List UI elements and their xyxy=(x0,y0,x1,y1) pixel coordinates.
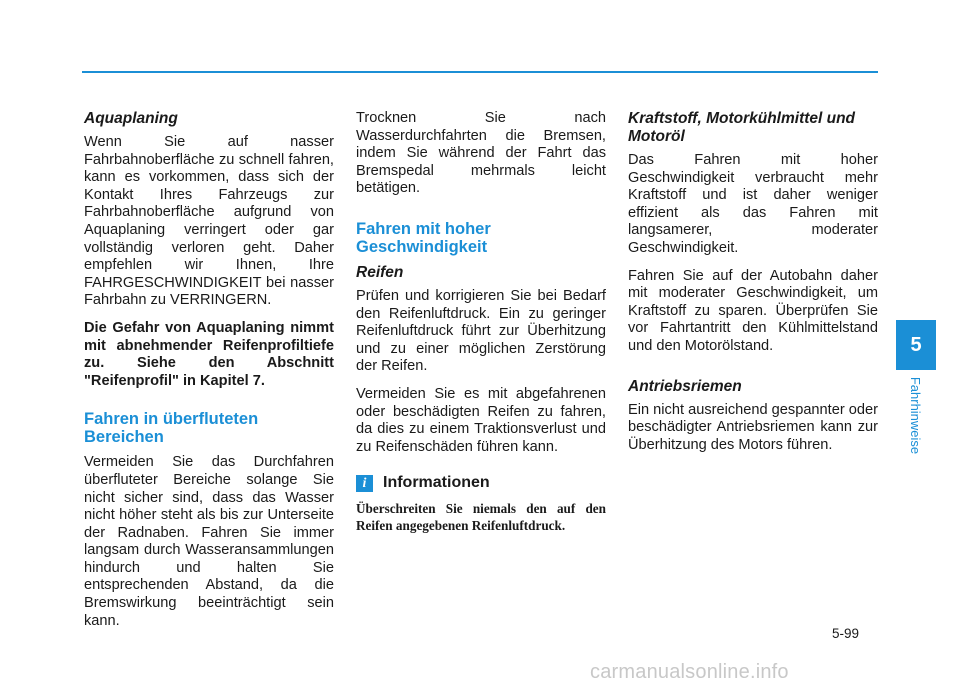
page-number: 5-99 xyxy=(832,626,860,641)
aquaplaning-note: Die Gefahr von Aquaplaning nimmt mit abnehmender Reifenprofiltiefe zu. Siehe den Abschnitt "Reifenprofil" in Kapitel 7. xyxy=(84,319,334,389)
flooded-areas-paragraph: Vermeiden Sie das Durchfahren überfluteter Bereiche solange Sie nicht sicher sind, dass das Wasser nicht höher steht als bis zur Unterseite der Radnaben. Fahren Sie immer langsam durch Wasseransammlungen hindurch und halten Sie entsprechenden Abstand, da die Bremswirkung beeinträchtigt sein kann. xyxy=(84,454,334,629)
fuel-coolant-oil-heading: Kraftstoff, Motorkühlmittel und Motoröl xyxy=(628,110,856,145)
chapter-label-text: Fahrhinweise xyxy=(908,376,924,454)
info-box-header xyxy=(356,474,606,492)
chapter-label xyxy=(898,370,934,460)
column-middle xyxy=(356,110,606,544)
flooded-areas-heading: Fahren in überfluteten Bereichen xyxy=(84,410,259,447)
fuel-paragraph-2: Fahren Sie auf der Autobahn daher mit moderater Geschwindigkeit, um Kraftstoff zu sparen. Überprüfen Sie vor Fahrtantritt den Kühlmittelstand und den Motorölstand. xyxy=(628,267,878,354)
chapter-number-tab: 5 xyxy=(896,320,936,370)
tires-heading: Reifen xyxy=(356,263,404,281)
tires-paragraph-2: Vermeiden Sie es mit abgefahrenen oder beschädigten Reifen zu fahren, da dies zu einem Traktionsverlust und zu Reifenschäden führen kann. xyxy=(356,385,606,455)
watermark: carmanualsonline.info xyxy=(590,661,789,683)
info-text: Überschreiten Sie niemals den auf den Reifen angegebenen Reifenluftdruck. xyxy=(356,500,606,533)
header-rule xyxy=(82,71,878,73)
fuel-paragraph-1: Das Fahren mit hoher Geschwindigkeit verbraucht mehr Kraftstoff und ist daher weniger effizient als das Fahren mit langsamerer, moderater Geschwindigkeit. xyxy=(628,152,878,256)
drive-belt-paragraph: Ein nicht ausreichend gespannter oder beschädigter Antriebsriemen kann zur Überhitzung des Motors führen. xyxy=(628,401,878,453)
column-right xyxy=(628,110,878,464)
tires-paragraph-1: Prüfen und korrigieren Sie bei Bedarf den Reifenluftdruck. Ein zu geringer Reifenluftdruck führt zur Überhitzung und zu einer möglichen Zerstörung der Reifen. xyxy=(356,287,606,375)
dry-brakes-paragraph: Trocknen Sie nach Wasserdurchfahrten die Bremsen, indem Sie während der Fahrt das Bremspedal mehrmals leicht betätigen. xyxy=(356,110,606,197)
aquaplaning-heading: Aquaplaning xyxy=(84,110,178,127)
high-speed-heading: Fahren mit hoher Geschwindigkeit xyxy=(356,219,491,256)
aquaplaning-paragraph: Wenn Sie auf nasser Fahrbahnoberfläche zu schnell fahren, kann es vorkommen, dass sich der Kontakt Ihres Fahrzeugs zur Fahrbahnoberfläche aufgrund von Aquaplaning verringert oder gar vollständig verloren geht. Daher empfehlen wir Ihnen, Ihre FAHRGESCHWINDIGKEIT bei nasser Fahrbahn zu VERRINGERN. xyxy=(84,134,334,309)
drive-belt-heading: Antriebsriemen xyxy=(628,377,742,395)
column-left xyxy=(84,110,334,640)
info-icon: i xyxy=(356,475,373,492)
info-title: Informationen xyxy=(383,474,490,492)
